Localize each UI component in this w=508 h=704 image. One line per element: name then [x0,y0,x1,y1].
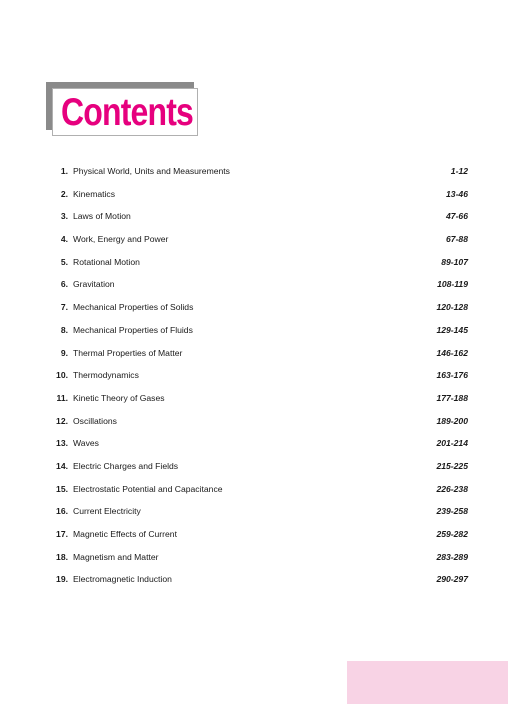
toc-number: 12. [56,415,68,426]
toc-title: Thermodynamics [73,370,139,381]
toc-title: Electric Charges and Fields [73,460,179,471]
toc-pages: 120-128 [436,302,468,313]
toc-entry[interactable] [44,319,468,342]
toc-entry[interactable] [44,568,468,591]
toc-number: 13. [56,438,68,449]
toc-pages: 47-66 [446,211,468,222]
toc-pages: 201-214 [436,438,468,449]
toc-title: Thermal Properties of Matter [73,347,183,358]
toc-entry[interactable] [44,228,468,251]
toc-number: 4. [60,234,68,245]
toc-pages: 146-162 [436,347,468,358]
toc-entry[interactable] [44,546,468,569]
contents-heading [46,82,200,138]
toc-number: 3. [60,211,68,222]
toc-number: 18. [56,551,68,562]
toc-title: Electrostatic Potential and Capacitance [73,483,223,494]
toc-entry[interactable] [44,387,468,410]
toc-pages: 239-258 [436,506,468,517]
toc-number: 9. [60,347,68,358]
toc-number: 15. [56,483,68,494]
toc-entry[interactable] [44,273,468,296]
toc-pages: 1-12 [450,166,468,176]
table-of-contents [44,160,468,591]
toc-entry[interactable] [44,205,468,228]
toc-entry[interactable] [44,478,468,501]
toc-title: Laws of Motion [73,211,131,222]
toc-title: Gravitation [73,279,115,290]
toc-pages: 177-188 [436,392,468,403]
toc-title: Kinetic Theory of Gases [73,392,165,403]
toc-title: Current Electricity [73,506,141,517]
toc-number: 14. [56,460,68,471]
toc-title: Work, Energy and Power [73,234,169,245]
page-title: Contents [61,91,194,134]
toc-title: Electromagnetic Induction [73,574,172,585]
toc-title: Oscillations [73,415,117,426]
toc-entry[interactable] [44,160,468,183]
toc-title: Mechanical Properties of Solids [73,302,194,313]
toc-pages: 163-176 [436,370,468,381]
toc-title: Magnetic Effects of Current [73,529,177,539]
toc-entry[interactable] [44,500,468,523]
toc-number: 1. [60,166,68,176]
toc-entry[interactable] [44,455,468,478]
toc-number: 5. [60,256,68,267]
toc-entry[interactable] [44,364,468,387]
toc-pages: 290-297 [436,574,468,585]
toc-number: 2. [60,188,68,199]
toc-number: 6. [60,279,68,290]
toc-pages: 215-225 [436,460,468,471]
toc-number: 16. [56,506,68,517]
toc-pages: 13-46 [446,188,468,199]
toc-entry[interactable] [44,432,468,455]
toc-entry[interactable] [44,523,468,546]
toc-title: Mechanical Properties of Fluids [73,324,193,335]
toc-entry[interactable] [44,251,468,274]
toc-pages: 89-107 [441,256,468,267]
corner-block [347,661,508,704]
toc-pages: 259-282 [436,529,468,539]
toc-entry[interactable] [44,410,468,433]
toc-title: Physical World, Units and Measurements [73,166,230,176]
toc-number: 19. [56,574,68,585]
toc-entry[interactable] [44,342,468,365]
toc-title: Waves [73,438,99,449]
toc-number: 11. [56,392,68,403]
toc-pages: 129-145 [436,324,468,335]
toc-pages: 108-119 [437,279,468,290]
toc-entry[interactable] [44,183,468,206]
toc-pages: 226-238 [436,483,468,494]
toc-pages: 283-289 [436,551,468,562]
heading-box [52,88,198,136]
toc-title: Kinematics [73,188,116,199]
toc-number: 7. [60,302,68,313]
toc-number: 17. [56,529,68,539]
toc-number: 10. [56,370,68,381]
toc-title: Rotational Motion [73,256,140,267]
toc-pages: 67-88 [446,234,468,245]
toc-number: 8. [60,324,68,335]
toc-pages: 189-200 [436,415,468,426]
toc-entry[interactable] [44,296,468,319]
toc-title: Magnetism and Matter [73,551,159,562]
